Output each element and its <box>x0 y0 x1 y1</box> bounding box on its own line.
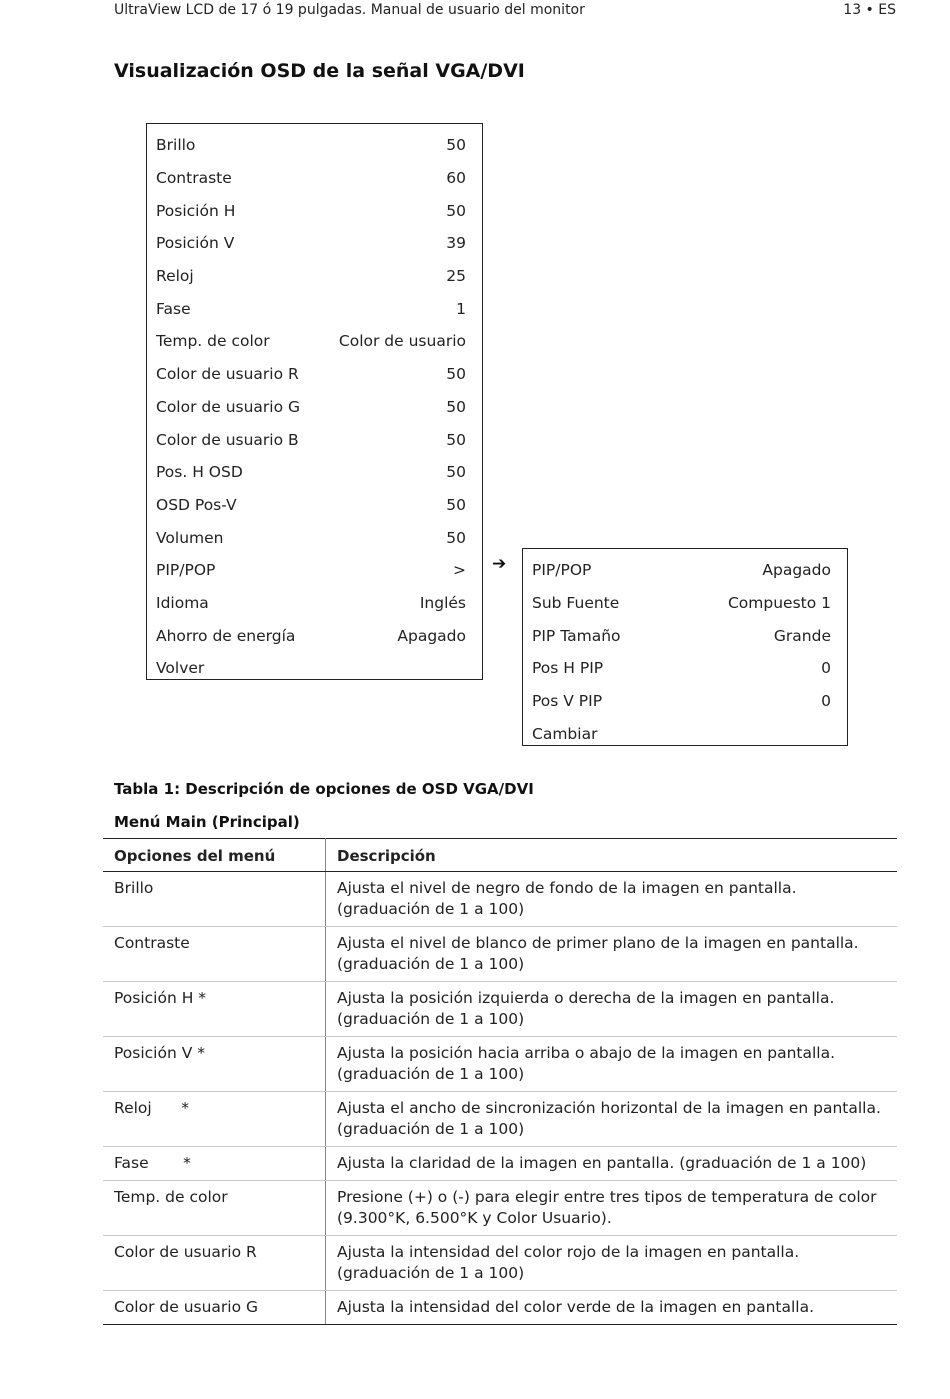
osd-item-label: Posición V <box>156 234 235 253</box>
table-row <box>103 1236 897 1291</box>
osd-item-value: 50 <box>446 528 466 547</box>
page-number: 13 • ES <box>843 2 896 18</box>
option-cell: Contraste <box>103 927 326 982</box>
osd-item-label: OSD Pos-V <box>156 495 237 514</box>
option-cell: Posición V * <box>103 1037 326 1092</box>
osd-item <box>523 619 847 652</box>
option-cell: Temp. de color <box>103 1181 326 1236</box>
column-header-options: Opciones del menú <box>103 839 326 872</box>
osd-item-label: PIP Tamaño <box>532 626 621 645</box>
osd-item <box>147 489 482 522</box>
osd-item-label: Reloj <box>156 267 194 286</box>
osd-item <box>147 587 482 620</box>
option-cell: Posición H * <box>103 982 326 1037</box>
osd-item-value: 0 <box>821 659 831 678</box>
osd-item-value: 50 <box>446 136 466 155</box>
osd-item <box>523 554 847 587</box>
option-cell: Color de usuario G <box>103 1291 326 1325</box>
osd-item-value: 50 <box>446 430 466 449</box>
table-row <box>103 1291 897 1325</box>
arrow-right-icon: ➔ <box>492 554 507 574</box>
osd-item-label: Color de usuario G <box>156 397 301 416</box>
osd-item-label: PIP/POP <box>156 561 216 580</box>
osd-item-value: 50 <box>446 365 466 384</box>
option-cell: Fase * <box>103 1147 326 1181</box>
table-row <box>103 1181 897 1236</box>
osd-item-value: > <box>453 561 466 580</box>
description-cell: Ajusta la posición izquierda o derecha de la imagen en pantalla. (graduación de 1 a 100) <box>326 982 898 1037</box>
osd-item-label: Volver <box>156 659 205 678</box>
osd-main-menu <box>146 123 483 680</box>
osd-item <box>147 194 482 227</box>
osd-item-value: 50 <box>446 463 466 482</box>
osd-item <box>147 227 482 260</box>
options-table <box>103 838 897 1325</box>
description-cell: Presione (+) o (-) para elegir entre tres tipos de temperatura de color (9.300°K, 6.500°K y Color Usuario). <box>326 1181 898 1236</box>
osd-item <box>523 685 847 718</box>
description-cell: Ajusta la intensidad del color rojo de la imagen en pantalla. (graduación de 1 a 100) <box>326 1236 898 1291</box>
table-row <box>103 872 897 927</box>
osd-item <box>147 292 482 325</box>
osd-item <box>147 358 482 391</box>
table-row <box>103 1092 897 1147</box>
osd-item-label: Sub Fuente <box>532 594 620 613</box>
osd-item-label: Contraste <box>156 169 232 188</box>
osd-item <box>147 325 482 358</box>
osd-item <box>147 260 482 293</box>
table-subcaption: Menú Main (Principal) <box>114 813 300 831</box>
osd-item-label: Ahorro de energía <box>156 626 296 645</box>
osd-item-label: PIP/POP <box>532 561 592 580</box>
osd-item-value: 50 <box>446 201 466 220</box>
osd-item-value: Color de usuario <box>338 332 466 351</box>
osd-item-label: Volumen <box>156 528 224 547</box>
osd-item <box>523 717 847 750</box>
table-row <box>103 1147 897 1181</box>
osd-item-value: 0 <box>821 692 831 711</box>
osd-item-label: Color de usuario R <box>156 365 299 384</box>
osd-item-value: 50 <box>446 397 466 416</box>
osd-item <box>147 456 482 489</box>
table-row <box>103 927 897 982</box>
option-cell: Brillo <box>103 872 326 927</box>
osd-item-label: Pos V PIP <box>532 692 603 711</box>
description-cell: Ajusta el nivel de blanco de primer plano de la imagen en pantalla. (graduación de 1 a 100) <box>326 927 898 982</box>
osd-item-label: Brillo <box>156 136 196 155</box>
option-cell: Reloj * <box>103 1092 326 1147</box>
description-cell: Ajusta el ancho de sincronización horizontal de la imagen en pantalla. (graduación de 1 a 100) <box>326 1092 898 1147</box>
table-row <box>103 1037 897 1092</box>
osd-item <box>147 423 482 456</box>
osd-item-value: 1 <box>456 299 466 318</box>
osd-item-value: 39 <box>446 234 466 253</box>
osd-item-value: 60 <box>446 169 466 188</box>
description-cell: Ajusta la intensidad del color verde de la imagen en pantalla. <box>326 1291 898 1325</box>
osd-item-label: Fase <box>156 299 191 318</box>
option-cell: Color de usuario R <box>103 1236 326 1291</box>
osd-item <box>147 521 482 554</box>
osd-item <box>147 391 482 424</box>
table-row <box>103 982 897 1037</box>
osd-item-value: Apagado <box>397 626 466 645</box>
table-caption: Tabla 1: Descripción de opciones de OSD VGA/DVI <box>114 780 534 798</box>
osd-item <box>147 619 482 652</box>
osd-item <box>147 162 482 195</box>
osd-item-value: Inglés <box>419 593 466 612</box>
osd-item-value: Grande <box>773 626 831 645</box>
osd-item-label: Pos H PIP <box>532 659 604 678</box>
osd-item-value: 25 <box>446 267 466 286</box>
osd-item <box>523 587 847 620</box>
osd-item <box>523 652 847 685</box>
section-title: Visualización OSD de la señal VGA/DVI <box>114 60 525 82</box>
osd-item <box>147 554 482 587</box>
running-header: UltraView LCD de 17 ó 19 pulgadas. Manual de usuario del monitor <box>114 2 585 18</box>
osd-item <box>147 652 482 685</box>
osd-item-label: Cambiar <box>532 724 598 743</box>
osd-item-value: 50 <box>446 495 466 514</box>
osd-item-label: Idioma <box>156 593 209 612</box>
description-cell: Ajusta la posición hacia arriba o abajo de la imagen en pantalla. (graduación de 1 a 100) <box>326 1037 898 1092</box>
osd-item-label: Color de usuario B <box>156 430 299 449</box>
osd-item-label: Temp. de color <box>156 332 270 351</box>
osd-item-label: Pos. H OSD <box>156 463 243 482</box>
osd-item-label: Posición H <box>156 201 236 220</box>
osd-pip-submenu <box>522 548 848 746</box>
description-cell: Ajusta la claridad de la imagen en pantalla. (graduación de 1 a 100) <box>326 1147 898 1181</box>
table-header-row <box>103 839 897 872</box>
osd-item-value: Compuesto 1 <box>727 594 831 613</box>
column-header-description: Descripción <box>326 839 898 872</box>
osd-item <box>147 129 482 162</box>
osd-item-value: Apagado <box>762 561 831 580</box>
description-cell: Ajusta el nivel de negro de fondo de la imagen en pantalla. (graduación de 1 a 100) <box>326 872 898 927</box>
